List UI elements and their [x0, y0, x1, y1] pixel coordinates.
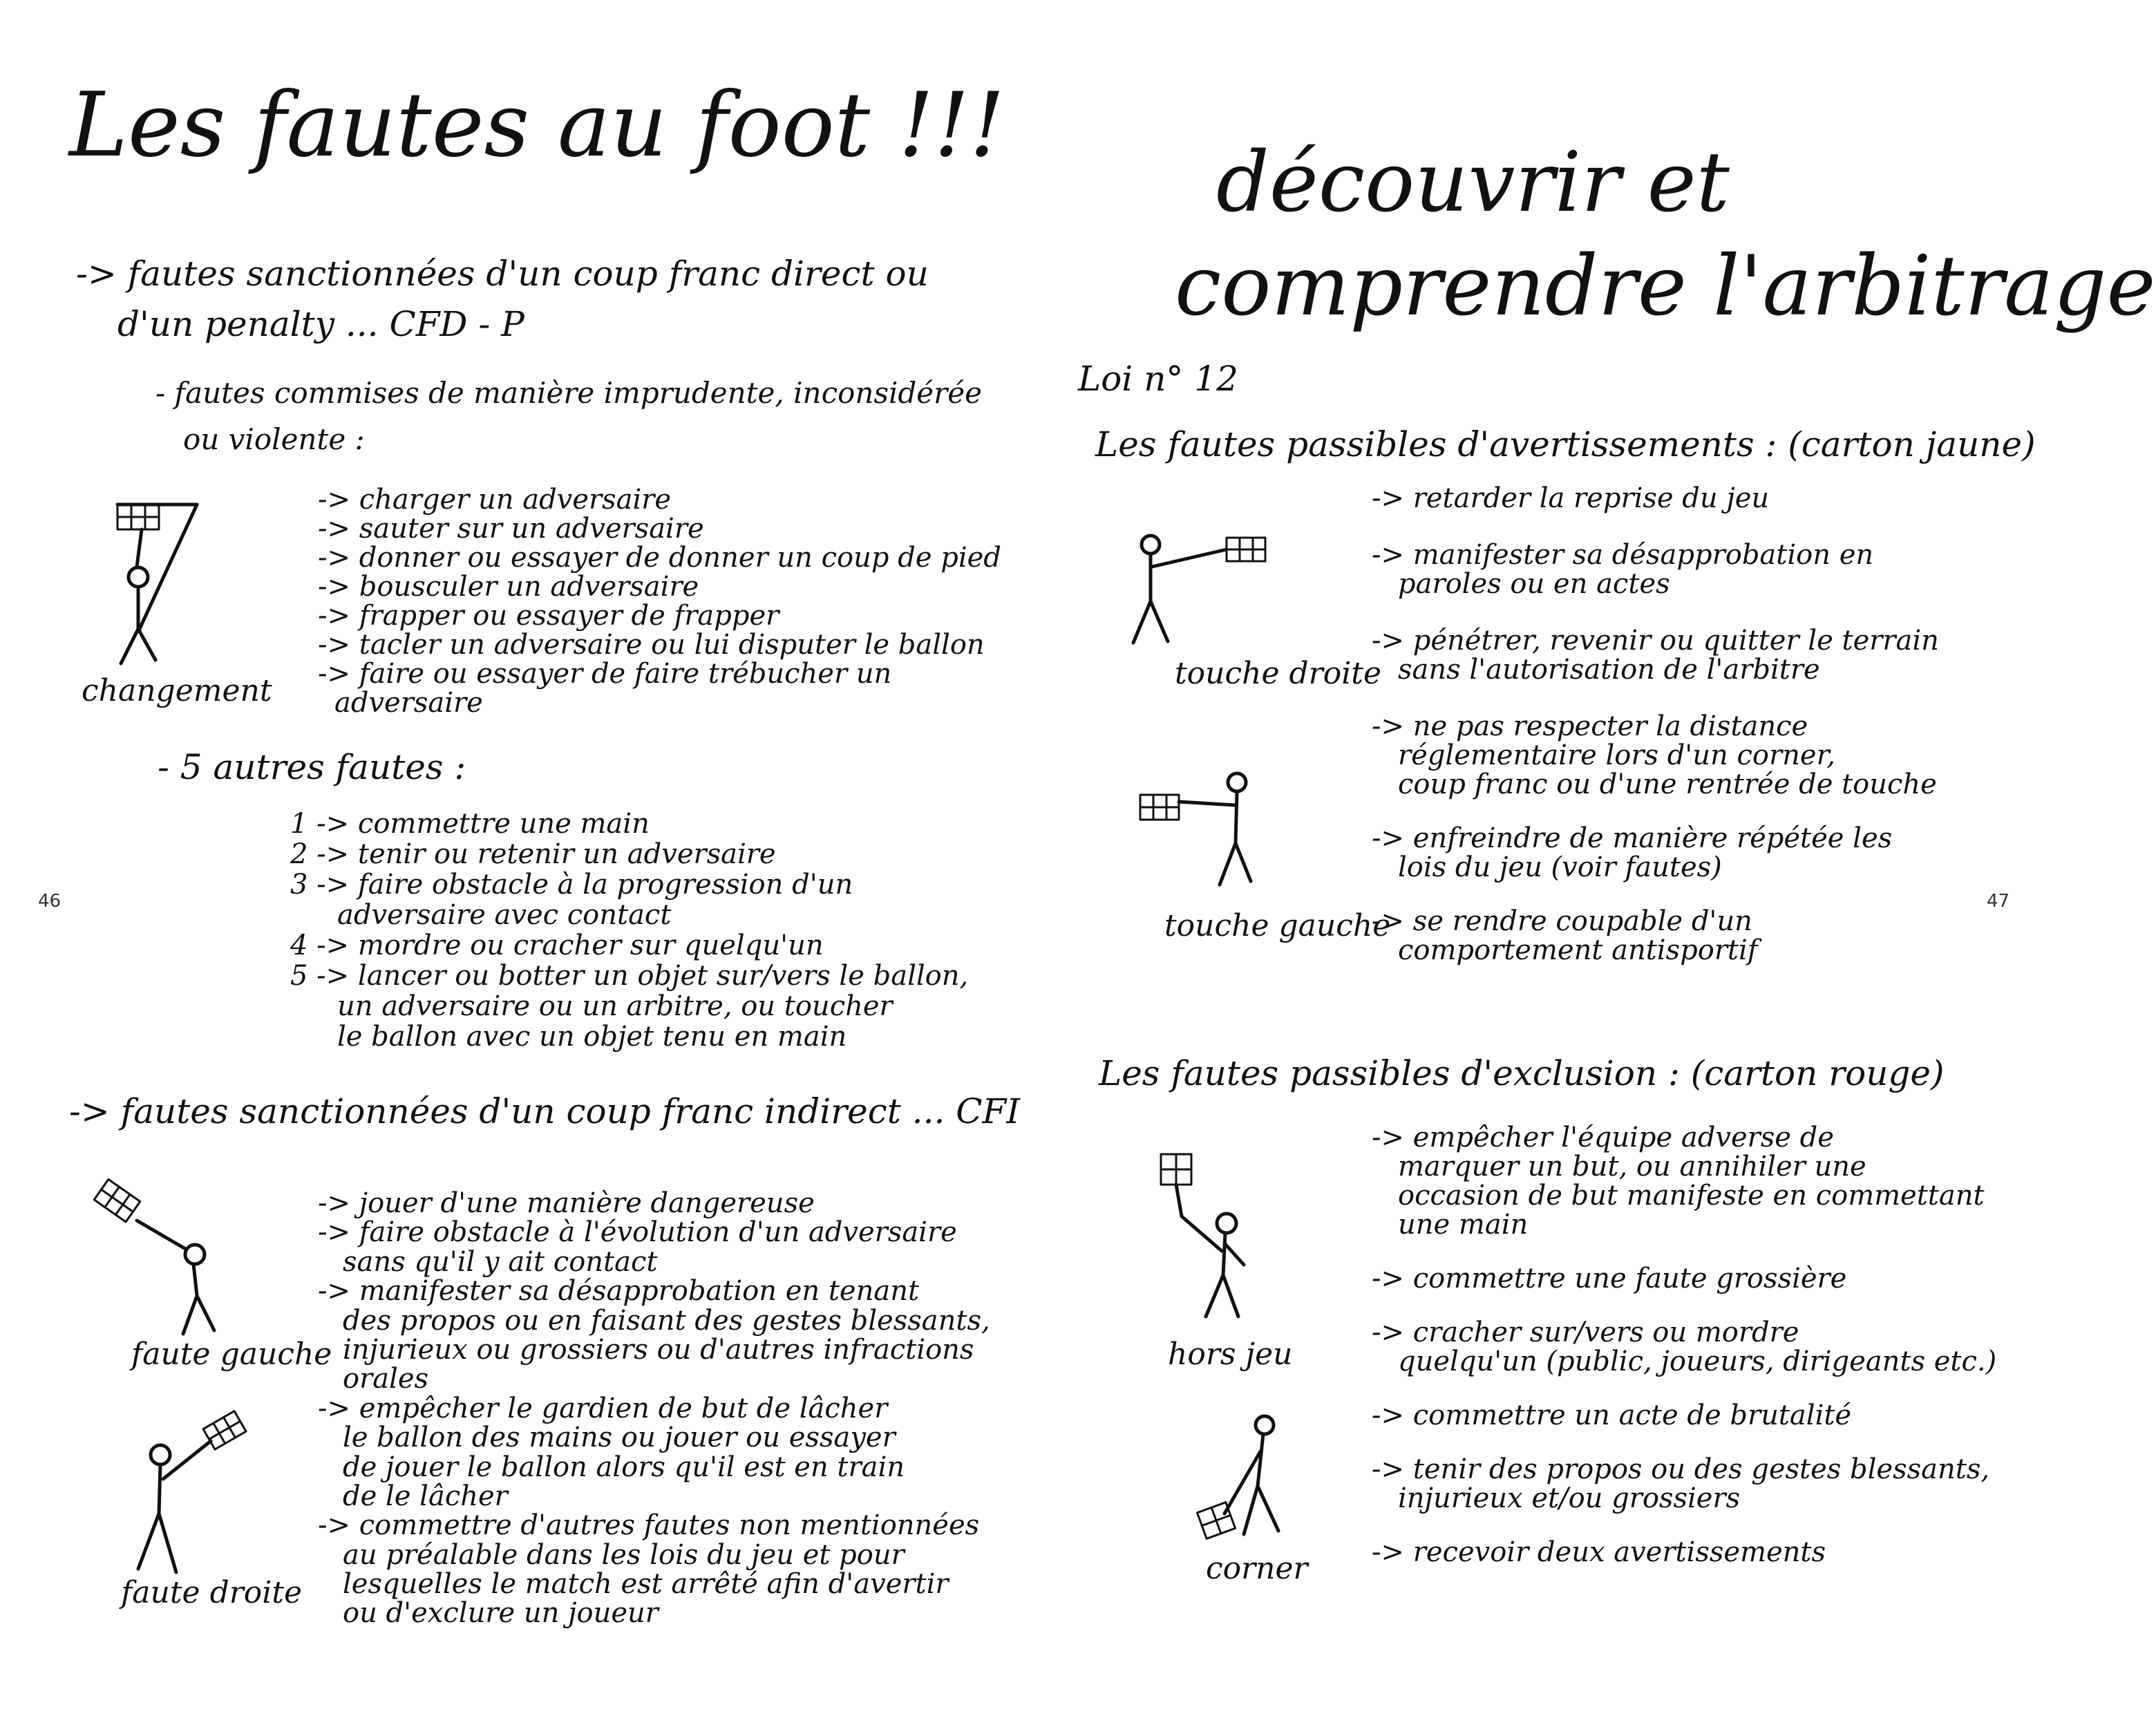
yellow-item-4: -> ne pas respecter la distance réglementaire lors d'un corner, coup franc ou d'une rentrée de touche [1372, 710, 1937, 800]
red-card-heading: Les fautes passibles d'exclusion : (carton rouge) [1099, 1053, 1945, 1093]
red-item-5: -> tenir des propos ou des gestes blessants, injurieux et/ou grossiers [1372, 1453, 1990, 1514]
section1-subheading2: - 5 autres fautes : [158, 747, 466, 787]
touch-right-stick-figure [1116, 525, 1282, 663]
corner-stick-figure [1189, 1410, 1313, 1569]
figure-caption-faute-droite: faute droite [121, 1575, 303, 1610]
flag-right-stick-figure [124, 1403, 263, 1583]
flag-left-stick-figure [83, 1175, 235, 1341]
loi-label: Loi n° 12 [1078, 359, 1238, 399]
yellow-item-6: -> se rendre coupable d'un comportement antisportif [1372, 905, 1758, 966]
red-card-list [1372, 1123, 1996, 1567]
section1-heading: -> fautes sanctionnées d'un coup franc direct ou d'un penalty ... CFD - P [76, 254, 929, 344]
section1-list1: -> charger un adversaire -> sauter sur un adversaire -> donner ou essayer de donner un coup de pied -> bousculer un adversaire -> frapper ou essayer de frapper -> tacler un adversaire ou lui disputer le ballon -> faire ou essayer de faire trébucher un adversaire [318, 484, 1001, 719]
yellow-card-list [1372, 484, 1939, 965]
red-item-4: -> commettre un acte de brutalité [1372, 1400, 1852, 1431]
red-item-3: -> cracher sur/vers ou mordre quelqu'un (public, joueurs, dirigeants etc.) [1372, 1317, 1997, 1377]
offside-stick-figure [1154, 1147, 1278, 1327]
figure-caption-corner: corner [1206, 1551, 1308, 1586]
yellow-card-heading: Les fautes passibles d'avertissements : (carton jaune) [1095, 424, 2036, 464]
section1-subheading: - fautes commises de manière imprudente, inconsidérée ou violente : [155, 376, 982, 457]
section2-list: -> jouer d'une manière dangereuse -> faire obstacle à l'évolution d'un adversaire sans qu'il y ait contact -> manifester sa désapprobation en tenant des propos ou en faisant des gestes blessants, injurieux ou grossiers ou d'autres infractions orales -> empêcher le gardien de but de lâcher le ballon des mains ou jouer ou essayer de jouer le ballon alors qu'il est en train de le lâcher -> commettre d'autres fautes non mentionnées au préalable dans les lois du jeu et pour lesquelles le match est arrêté afin d'avertir ou d'exclure un joueur [318, 1187, 990, 1630]
left-page-title: Les fautes au foot !!! [69, 74, 1005, 177]
yellow-item-2: -> manifester sa désapprobation en paroles ou en actes [1372, 539, 1874, 600]
red-item-6: -> recevoir deux avertissements [1372, 1536, 1826, 1568]
figure-caption-touche-droite: touche droite [1175, 656, 1381, 691]
section1-list2: 1 -> commettre une main 2 -> tenir ou retenir un adversaire 3 -> faire obstacle à la progression d'un adversaire avec contact 4 -> mordre ou cracher sur quelqu'un 5 -> lancer ou botter un objet sur/vers le ballon, un adversaire ou un arbitre, ou toucher le ballon avec un objet tenu en main [290, 808, 969, 1053]
flag-raised-stick-figure [104, 498, 228, 677]
page-number-left: 46 [38, 891, 62, 912]
yellow-item-3: -> pénétrer, revenir ou quitter le terrain sans l'autorisation de l'arbitre [1372, 625, 1939, 686]
section2-heading: -> fautes sanctionnées d'un coup franc indirect ... CFI [69, 1091, 1020, 1131]
figure-caption-touche-gauche: touche gauche [1164, 908, 1391, 943]
figure-caption-hors-jeu: hors jeu [1168, 1337, 1293, 1372]
touch-left-stick-figure [1133, 767, 1271, 912]
yellow-item-5: -> enfreindre de manière répétée les lois du jeu (voir fautes) [1372, 822, 1893, 883]
right-page-title: découvrir et comprendre l'arbitrage [1175, 135, 2156, 335]
red-item-2: -> commettre une faute grossière [1372, 1263, 1847, 1294]
yellow-item-1: -> retarder la reprise du jeu [1372, 482, 1770, 514]
page-number-right: 47 [1987, 891, 2010, 912]
red-item-1: -> empêcher l'équipe adverse de marquer un but, ou annihiler une occasion de but manifeste en commettant une main [1372, 1122, 1985, 1241]
figure-caption-faute-gauche: faute gauche [131, 1337, 332, 1372]
figure-caption-changement: changement [82, 673, 272, 708]
